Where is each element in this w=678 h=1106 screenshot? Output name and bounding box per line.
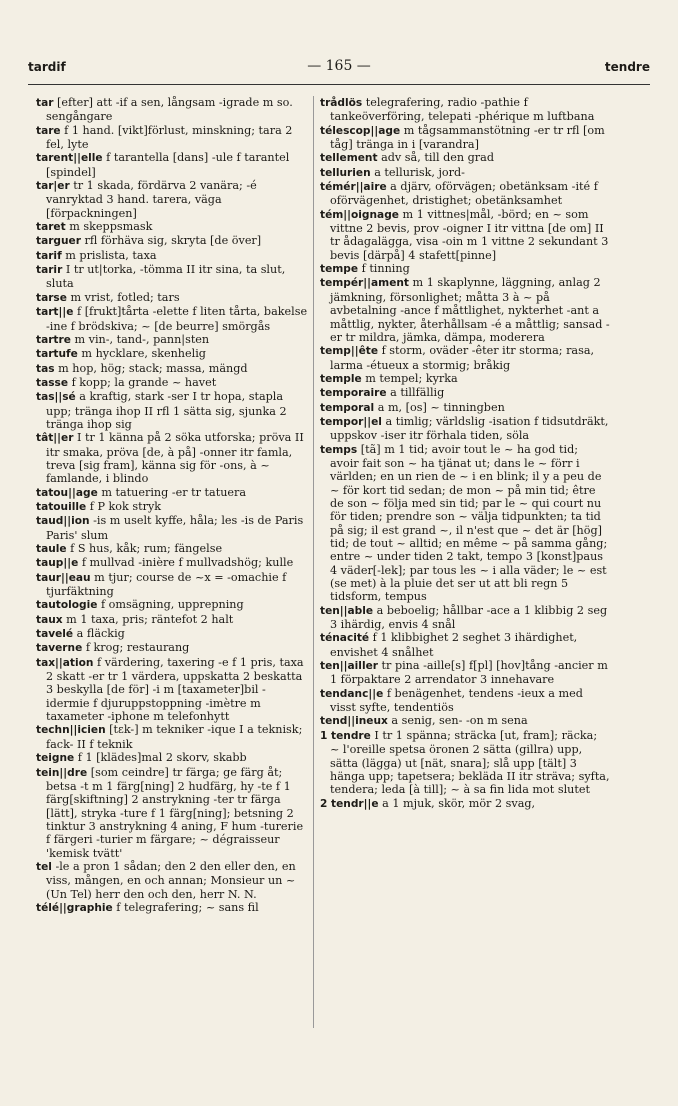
dictionary-entry: télé||graphie f telegrafering; ~ sans fil: [36, 900, 259, 914]
dictionary-entry: temporaire a tillfällig: [320, 386, 445, 400]
header-rule: [28, 84, 650, 85]
dictionary-entry: ténacité f 1 klibbighet 2 seghet 3 ihärdighet, envishet 4 snålhet: [320, 631, 578, 659]
right-column: [320, 96, 610, 811]
dictionary-entry: temporal a m, [os] ~ tinningben: [320, 400, 505, 414]
dictionary-entry: trådlös telegrafering, radio -pathie f tankeöverföring, telepati -phérique m luftbana: [320, 96, 595, 124]
dictionary-entry: tempor||el a timlig; världslig -isation f tidsutdräkt, uppskov -iser itr förhala tiden, söla: [320, 414, 609, 443]
dictionary-entry: taud||ion -is m uselt kyffe, håla; les -is de Paris Paris' slum: [36, 514, 304, 542]
dictionary-entry: tatouille f P kok stryk: [36, 499, 162, 513]
dictionary-entry: taux m 1 taxa, pris; räntefot 2 halt: [36, 612, 234, 626]
dictionary-entry: 2 tendr||e a 1 mjuk, skör, mör 2 svag,: [320, 796, 536, 810]
dictionary-entry: tart||e f [frukt]tårta -elette f liten tårta, bakelse -ine f brödskiva; ~ [de beurre] smörgås: [36, 305, 308, 333]
dictionary-entry: taret m skeppsmask: [36, 220, 153, 234]
dictionary-entry: tempér||ament m 1 skaplynne, läggning, anlag 2 jämkning, försonlighet; måtta 3 à ~ på avbetalning -ance f måttlighet, nykterhet -ant a måttlig, nykter, återhållsam -é a måttlig; sansad -er tr mildra, jämka, dämpa, moderera: [320, 276, 610, 344]
dictionary-entry: tât||er I tr 1 känna på 2 söka utforska; pröva II itr smaka, pröva [de, à på] -onner itr famla, treva [sig fram], känna sig för -ons, à ~ famlande, i blindo: [36, 431, 304, 486]
dictionary-entry: temp||ête f storm, oväder -êter itr storma; rasa, larma -étueux a stormig; bråkig: [320, 344, 595, 372]
dictionary-entry: techn||icien [tɛk-] m tekniker -ique I a teknisk; fack- II f teknik: [36, 723, 303, 751]
dictionary-entry: tarent||elle f tarantella [dans] -ule f tarantel [spindel]: [36, 151, 290, 179]
dictionary-entry: 1 tendre I tr 1 spänna; sträcka [ut, fram]; räcka; ~ l'oreille spetsa öronen 2 sätta (gillra) upp, sätta (lägga) ut [nät, snara]; slå upp [tält] 3 hänga upp; tapetsera; bekläda II itr sträva; syfta, tendera; leda [à till]; ~ à sa fin lida mot slutet: [320, 728, 610, 797]
dictionary-entry: targuer rfl förhäva sig, skryta [de över]: [36, 234, 262, 248]
header-right-word: tendre: [604, 60, 650, 74]
dictionary-entry: taverne f krog; restaurang: [36, 641, 190, 655]
dictionary-entry: tendanc||e f benägenhet, tendens -ieux a med visst syfte, tendentiös: [320, 686, 583, 715]
dictionary-entry: tartufe m hycklare, skenhelig: [36, 347, 206, 361]
page-number: — 165 —: [307, 58, 371, 74]
dictionary-entry: taup||e f mullvad -inière f mullvadshög; kulle: [36, 556, 294, 570]
dictionary-entry: tar [efter] att -if a sen, långsam -igrade m so. sengångare: [36, 96, 293, 124]
dictionary-entry: taur||eau m tjur; course de ~x = -omachie f tjurfäktning: [36, 570, 287, 599]
dictionary-entry: tein||dre [som ceindre] tr färga; ge färg åt; betsa -t m 1 färg[ning] 2 hudfärg, hy -te f 1 färg[skiftning] 2 anstrykning -ter tr färga [lätt], stryka -ture f 1 färg[ning]; betsning 2 tinktur 3 anstrykning 4 aning, F hum -turerie f färgeri -turier m färgare; ~ dégraisseur 'kemisk tvätt': [36, 765, 304, 860]
dictionary-entry: taule f S hus, kåk; rum; fängelse: [36, 542, 223, 555]
dictionary-entry: tasse f kopp; la grande ~ havet: [36, 375, 217, 389]
dictionary-entry: télescop||age m tågsammanstötning -er tr rfl [om tåg] tränga in i [varandra]: [320, 123, 605, 152]
header-left-word: tardif: [28, 60, 66, 74]
dictionary-entry: tellurien a tellurisk, jord-: [320, 165, 465, 179]
dictionary-entry: tarif m prislista, taxa: [36, 248, 157, 262]
dictionary-entry: temple m tempel; kyrka: [320, 371, 458, 385]
dictionary-entry: tas||sé a kraftig, stark -ser I tr hopa, stapla upp; tränga ihop II rfl 1 sätta sig, sjunka 2 tränga ihop sig: [36, 390, 287, 431]
dictionary-entry: tarse m vrist, fotled; tars: [36, 290, 180, 304]
column-divider: [313, 96, 314, 1028]
dictionary-entry: tel -le a pron 1 sådan; den 2 den eller den, en viss, mången, en och annan; Monsieur un ~ (Un Tel) herr den och den, herr N. N.: [36, 859, 296, 901]
dictionary-entry: temps [tã] m 1 tid; avoir tout le ~ ha god tid; avoir fait son ~ ha tjänat ut; dans le ~ förr i världen; en un rien de ~ i en blink; il y a peu de ~ för kort tid sedan; de mon ~ på min tid; être de son ~ följa med sin tid; par le ~ qui court nu för tiden; prendre son ~ välja tidpunkten; ta tid på sig; il est grand ~, il n'est que ~ det är [hög] tid; de tout ~ alltid; en même ~ på samma gång; entre ~ under tiden 2 takt, tempo 3 [konst]paus 4 väder[-lek]; par tous les ~ i alla väder; le ~ est (se met) à la pluie det ser ut att bli regn 5 tidsform, tempus: [320, 442, 608, 604]
dictionary-entry: tempe f tinning: [320, 262, 410, 276]
dictionary-entry: tare f 1 hand. [vikt]förlust, minskning; tara 2 fel, lyte: [36, 123, 293, 152]
dictionary-entry: tém||oignage m 1 vittnes|mål, -börd; en ~ som vittne 2 bevis, prov -oigner I itr vittna [de om] II tr ådagalägga, visa -oin m 1 vittne 2 sekundant 3 bevis [därpå] 4 stafett[pinne]: [320, 207, 609, 262]
dictionary-entry: tarir I tr ut|torka, -tömma II itr sina, ta slut, sluta: [36, 263, 286, 291]
dictionary-entry: tax||ation f värdering, taxering -e f 1 pris, taxa 2 skatt -er tr 1 värdera, uppskatta 2 beskatta 3 beskylla [de för] -i m [taxameter]bil -idermie f djuruppstoppning -imètre m taxameter -iphone m telefonhytt: [36, 655, 304, 724]
dictionary-entry: témér||aire a djärv, oförvägen; obetänksam -ité f oförvägenhet, dristighet; obetänksamhet: [320, 180, 598, 208]
dictionary-entry: tend||ineux a senig, sen- -on m sena: [320, 714, 528, 728]
dictionary-entry: ten||ailler tr pina -aille[s] f[pl] [hov]tång -ancier m 1 förpaktare 2 arrendator 3 innehavare: [320, 659, 608, 687]
dictionary-entry: tartre m vin-, tand-, pann|sten: [36, 332, 210, 346]
dictionary-entry: ten||able a beboelig; hållbar -ace a 1 klibbig 2 seg 3 ihärdig, envis 4 snål: [320, 603, 608, 632]
dictionary-entry: tellement adv så, till den grad: [320, 151, 494, 165]
dictionary-entry: tavelé a fläckig: [36, 627, 125, 641]
dictionary-entry: tatou||age m tatuering -er tr tatuera: [36, 485, 247, 499]
dictionary-entry: tautologie f omsägning, upprepning: [36, 598, 244, 612]
dictionary-entry: tar|er tr 1 skada, fördärva 2 vanära; -é vanryktad 3 hand. tarera, väga [förpackningen]: [36, 179, 257, 220]
left-column: [36, 96, 308, 915]
running-header: [28, 60, 650, 82]
dictionary-entry: teigne f 1 [klädes]mal 2 skorv, skabb: [36, 751, 247, 765]
dictionary-entry: tas m hop, hög; stack; massa, mängd: [36, 361, 248, 375]
